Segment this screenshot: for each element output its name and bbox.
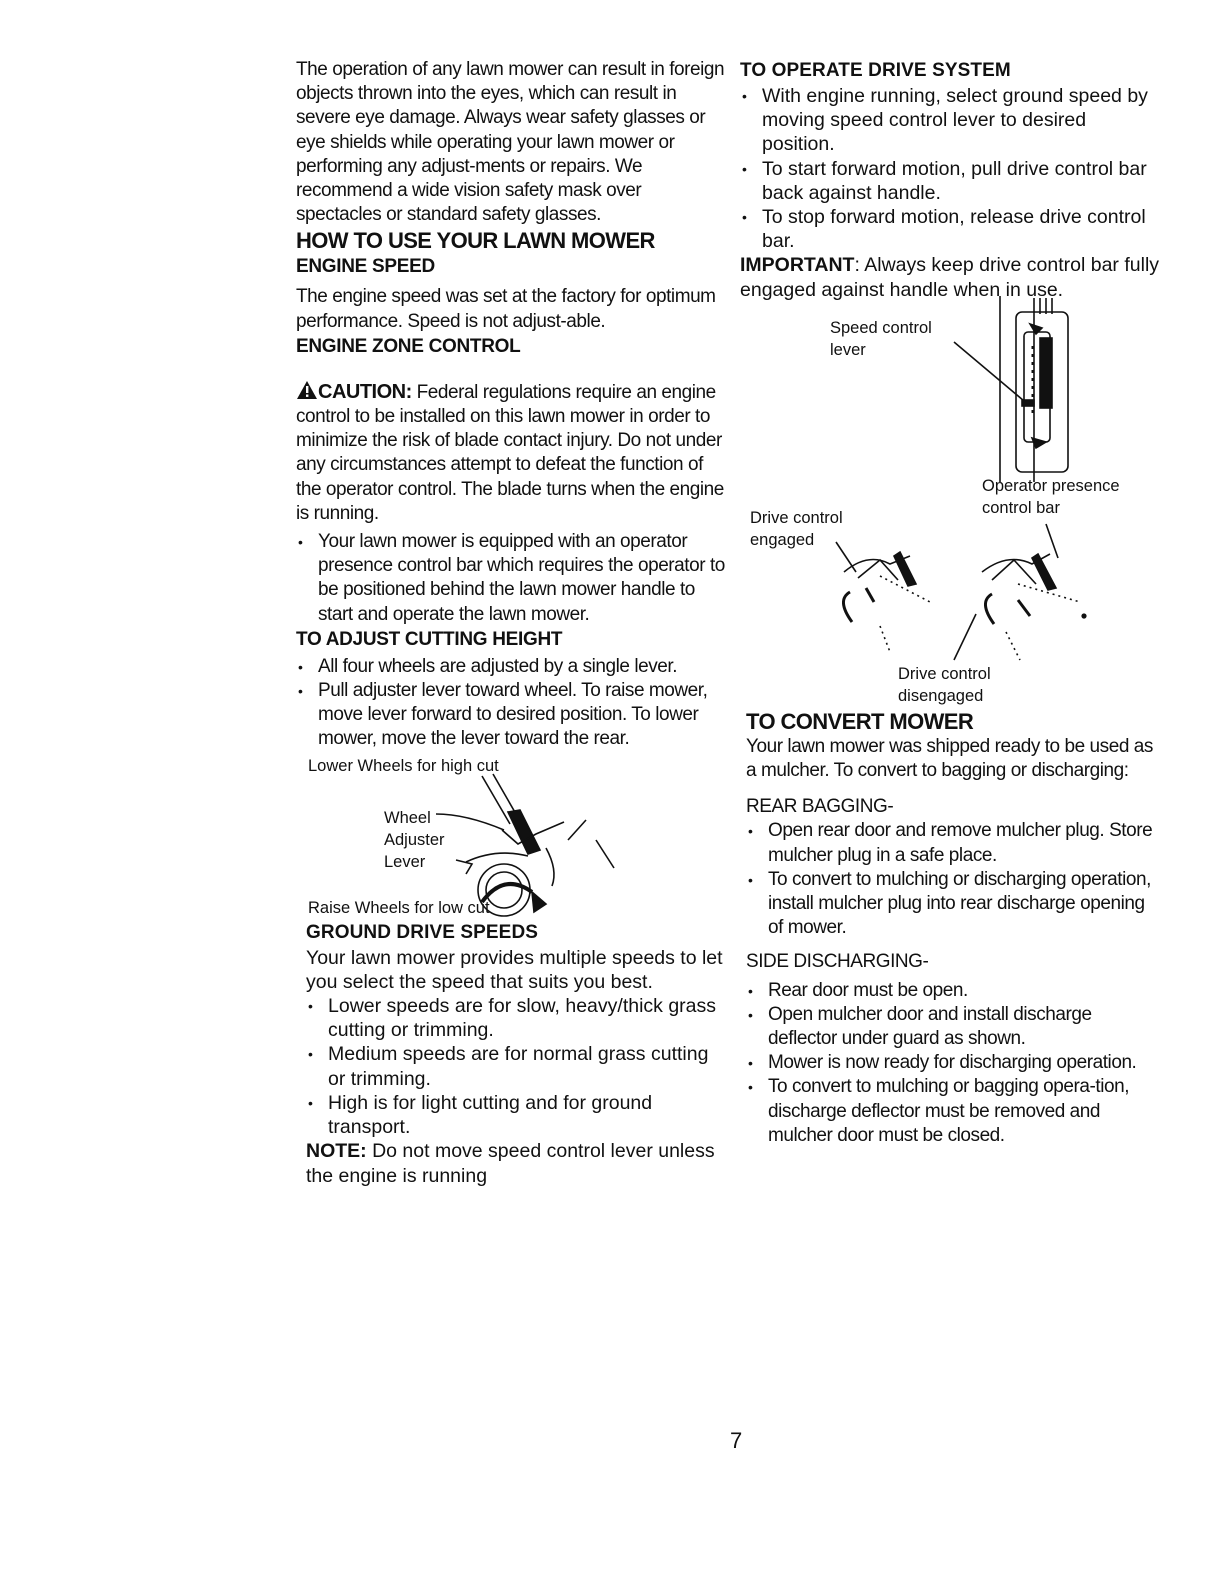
list-item: • Pull adjuster lever toward wheel. To raise mower, move lever forward to desired position. To lower mower, move the lever toward the rear. — [296, 679, 728, 752]
raise-wheels-label: Raise Wheels for low cut — [308, 898, 490, 917]
ground-drive-heading: GROUND DRIVE SPEEDS — [306, 921, 539, 943]
list-item: • Your lawn mower is equipped with an operator presence control bar which requires the operator to be positioned behind the lawn mower handle to start and operate the lawn mower. — [296, 530, 728, 627]
side-discharging-heading: SIDE DISCHARGING- — [746, 951, 929, 973]
ground-drive-list — [306, 994, 728, 1139]
ground-drive-paragraph: Your lawn mower provides multiple speeds to let you select the speed that suits you best. — [306, 946, 723, 993]
eye-safety-paragraph: The operation of any lawn mower can result in foreign objects thrown into the eyes, which can result in severe eye damage. Always wear safety glasses or eye shields while operating your lawn mower or performing any adjust-ments or repairs. We recommend a wide vision safety mask over spectacles or standard safety glasses. — [296, 59, 725, 226]
adjust-height-heading: TO ADJUST CUTTING HEIGHT — [296, 628, 563, 650]
important-label: IMPORTANT — [740, 254, 855, 277]
convert-mower-heading: TO CONVERT MOWER — [746, 708, 974, 734]
note-paragraph — [306, 1139, 728, 1187]
left-column — [296, 58, 728, 1188]
speed-control-label-1: Speed control — [830, 318, 932, 337]
warning-triangle-icon — [296, 380, 318, 400]
wheel-adjuster-label-3: Lever — [384, 852, 426, 871]
list-item: • All four wheels are adjusted by a single lever. — [296, 655, 728, 679]
speed-control-drawing — [740, 302, 1160, 492]
list-item: • To convert to mulching or bagging opera-tion, discharge deflector must be removed and mulcher door must be closed. — [746, 1075, 1160, 1148]
speed-control-figure — [740, 302, 1160, 492]
wheel-adjuster-label-1: Wheel — [384, 808, 431, 827]
operator-presence-label-2: control bar — [982, 498, 1060, 517]
right-column — [740, 58, 1160, 1148]
operate-drive-heading: TO OPERATE DRIVE SYSTEM — [740, 60, 1011, 81]
drive-control-figure — [740, 476, 1160, 708]
how-to-use-heading: HOW TO USE YOUR LAWN MOWER — [296, 228, 655, 254]
list-item: • Open rear door and remove mulcher plug. Store mulcher plug in a safe place. — [746, 819, 1160, 867]
drive-control-drawing — [740, 492, 1160, 708]
list-item: • Mower is now ready for discharging operation. — [746, 1051, 1160, 1075]
list-item: • High is for light cutting and for ground transport. — [306, 1091, 728, 1139]
wheel-adjuster-label-2: Adjuster — [384, 830, 445, 849]
zone-control-list — [296, 530, 728, 627]
list-item: • To stop forward motion, release drive control bar. — [740, 205, 1160, 253]
lower-wheels-label: Lower Wheels for high cut — [308, 756, 499, 775]
list-item: • Medium speeds are for normal grass cutting or trimming. — [306, 1042, 728, 1090]
list-item: • With engine running, select ground speed by moving speed control lever to desired position. — [740, 84, 1160, 157]
important-paragraph — [740, 253, 1160, 301]
caution-paragraph — [296, 380, 728, 526]
operator-presence-label-1: Operator presence — [982, 476, 1120, 495]
wheel-adjuster-drawing — [296, 752, 728, 920]
drive-engaged-label-1: Drive control — [750, 508, 843, 527]
side-discharging-list — [746, 979, 1160, 1148]
drive-disengaged-label-1: Drive control — [898, 664, 991, 683]
convert-mower-paragraph: Your lawn mower was shipped ready to be used as a mulcher. To convert to bagging or discharging: — [746, 735, 1153, 782]
note-text: Do not move speed control lever unless the engine is running — [306, 1140, 715, 1187]
rear-bagging-list — [746, 819, 1160, 940]
drive-disengaged-label-2: disengaged — [898, 686, 984, 705]
rear-bagging-heading: REAR BAGGING- — [746, 796, 894, 818]
engine-speed-paragraph: The engine speed was set at the factory for optimum performance. Speed is not adjust-able. — [296, 286, 716, 332]
note-label: NOTE: — [306, 1140, 367, 1163]
engine-speed-heading: ENGINE SPEED — [296, 256, 435, 278]
important-text: : Always keep drive control bar fully engaged against handle when in use. — [740, 254, 1160, 301]
list-item: • Lower speeds are for slow, heavy/thick grass cutting or trimming. — [306, 994, 728, 1042]
list-item: • To start forward motion, pull drive control bar back against handle. — [740, 157, 1160, 205]
page-number: 7 — [730, 1428, 743, 1453]
adjust-height-list — [296, 655, 728, 752]
list-item: • To convert to mulching or discharging operation, install mulcher plug into rear discharge opening of mower. — [746, 868, 1160, 941]
list-item: • Open mulcher door and install discharge deflector under guard as shown. — [746, 1003, 1160, 1051]
operate-drive-list — [740, 84, 1160, 253]
caution-label: CAUTION: — [318, 380, 412, 403]
caution-text: Federal regulations require an engine control to be installed on this lawn mower in order to minimize the risk of blade contact injury. Do not under any circumstances attempt to defeat the function of the operator control. The blade turns when the engine is running. — [296, 381, 724, 524]
speed-control-label-2: lever — [830, 340, 866, 359]
engine-zone-control-heading: ENGINE ZONE CONTROL — [296, 335, 521, 357]
wheel-adjuster-figure — [296, 752, 728, 920]
list-item: • Rear door must be open. — [746, 979, 1160, 1003]
drive-engaged-label-2: engaged — [750, 530, 815, 549]
